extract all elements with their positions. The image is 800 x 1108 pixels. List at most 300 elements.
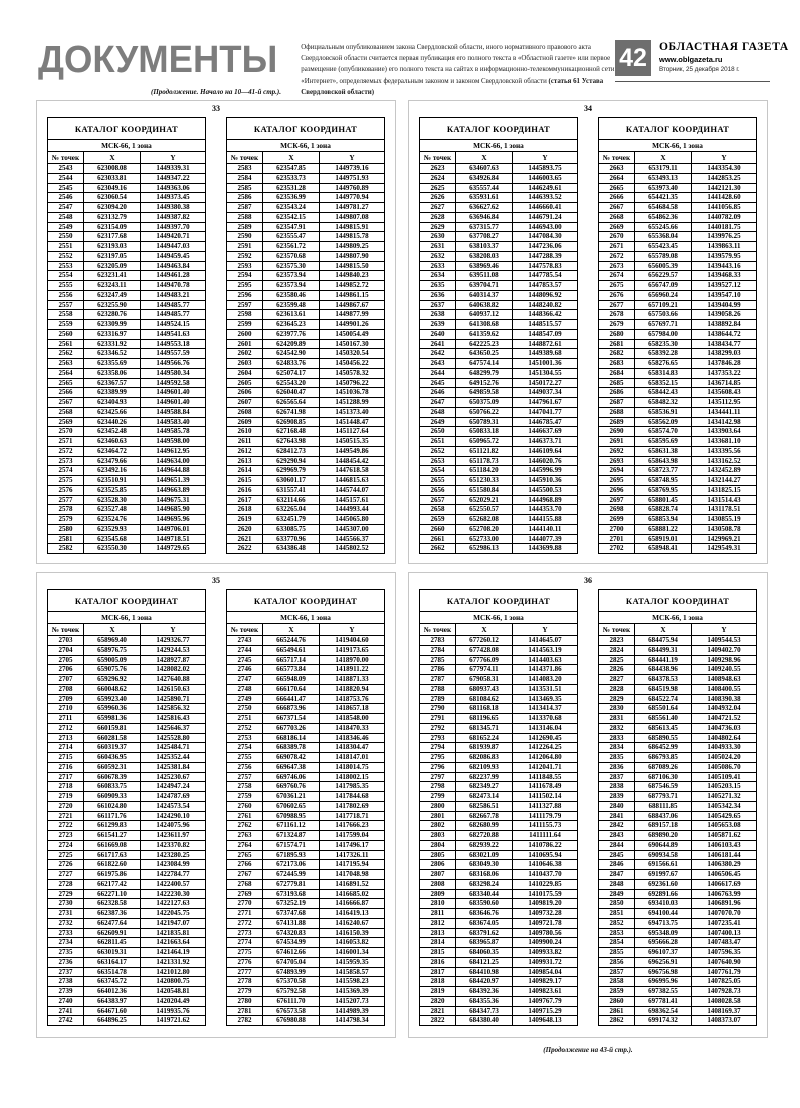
point-number: 2611: [227, 437, 263, 447]
table-row: [419, 368, 577, 378]
coord-y: 1421947.07: [140, 918, 205, 928]
coord-x: 623561.72: [263, 242, 320, 252]
coord-y: 1417195.94: [320, 860, 385, 870]
point-number: 2595: [227, 281, 263, 291]
table-row: [419, 505, 577, 515]
point-number: 2774: [227, 938, 263, 948]
point-number: 2768: [227, 879, 263, 889]
point-number: 2680: [599, 329, 635, 339]
section-number: 33: [212, 104, 220, 113]
point-number: 2706: [47, 665, 83, 675]
point-number: 2629: [419, 222, 455, 232]
point-number: 2607: [227, 398, 263, 408]
table-row: [227, 271, 385, 281]
coord-x: 680937.43: [455, 684, 512, 694]
coord-y: 1450515.35: [320, 437, 385, 447]
table-row: [47, 821, 205, 831]
table-row: [47, 987, 205, 997]
coord-x: 671324.87: [263, 831, 320, 841]
coord-y: 1449706.01: [140, 524, 205, 534]
coord-x: 626040.47: [263, 388, 320, 398]
coord-x: 674612.66: [263, 948, 320, 958]
point-number: 2623: [419, 164, 455, 174]
point-number: 2556: [47, 290, 83, 300]
coord-y: 1449852.72: [320, 281, 385, 291]
coord-x: 641308.68: [455, 320, 512, 330]
coord-x: 672173.06: [263, 860, 320, 870]
coord-y: 1418657.18: [320, 704, 385, 714]
table-row: [47, 485, 205, 495]
point-number: 2784: [419, 645, 455, 655]
table-row: [227, 339, 385, 349]
point-number: 2583: [227, 164, 263, 174]
table-row: [599, 339, 757, 349]
coord-y: 1417844.68: [320, 792, 385, 802]
coord-y: 1424947.24: [140, 782, 205, 792]
coord-y: 1416666.87: [320, 899, 385, 909]
point-number: 2729: [47, 889, 83, 899]
coord-y: 1406617.69: [692, 879, 757, 889]
coord-x: 661299.83: [83, 821, 140, 831]
coord-y: 1448515.57: [512, 320, 577, 330]
table-title: КАТАЛОГ КООРДИНАТ: [419, 118, 577, 140]
table-row: [227, 183, 385, 193]
coord-y: 1449663.89: [140, 485, 205, 495]
coord-x: 688437.06: [635, 811, 692, 821]
point-number: 2631: [419, 242, 455, 252]
table-row: [599, 534, 757, 544]
coord-y: 1445157.61: [320, 495, 385, 505]
coord-x: 686793.85: [635, 753, 692, 763]
coord-y: 1407070.70: [692, 909, 757, 919]
coord-x: 687089.26: [635, 762, 692, 772]
table-row: [227, 232, 385, 242]
coord-y: 1412264.25: [512, 743, 577, 753]
coord-y: 1415598.23: [320, 977, 385, 987]
table-row: [599, 1016, 757, 1026]
coord-y: 1449389.68: [512, 349, 577, 359]
table-row: [227, 349, 385, 359]
coord-x: 666170.64: [263, 684, 320, 694]
coord-x: 623205.09: [83, 261, 140, 271]
point-number: 2544: [47, 173, 83, 183]
point-number: 2677: [599, 300, 635, 310]
coord-y: 1424075.96: [140, 821, 205, 831]
point-number: 2669: [599, 222, 635, 232]
coord-x: 677974.11: [455, 665, 512, 675]
table-header: [47, 590, 205, 636]
coord-y: 1438299.03: [692, 349, 757, 359]
coord-y: 1438434.77: [692, 339, 757, 349]
coord-y: 1447236.06: [512, 242, 577, 252]
coord-y: 1449461.28: [140, 271, 205, 281]
table-row: [599, 407, 757, 417]
table-row: [599, 675, 757, 685]
point-number: 2841: [599, 811, 635, 821]
table-row: [227, 977, 385, 987]
point-number: 2847: [599, 870, 635, 880]
coord-x: 687106.30: [635, 772, 692, 782]
coord-x: 638103.37: [455, 242, 512, 252]
table-row: [47, 261, 205, 271]
coord-y: 1406763.99: [692, 889, 757, 899]
coord-y: 1407640.90: [692, 957, 757, 967]
point-number: 2757: [227, 772, 263, 782]
coord-y: 1424573.54: [140, 801, 205, 811]
coord-y: 1414371.86: [512, 665, 577, 675]
table-row: [47, 193, 205, 203]
table-row: [47, 918, 205, 928]
point-number: 2845: [599, 850, 635, 860]
point-number: 2837: [599, 772, 635, 782]
coord-y: 1449695.96: [140, 515, 205, 525]
coord-y: 1442121.30: [692, 183, 757, 193]
coord-x: 623231.41: [83, 271, 140, 281]
point-number: 2798: [419, 782, 455, 792]
point-number: 2755: [227, 753, 263, 763]
coord-x: 627168.48: [263, 427, 320, 437]
coord-x: 623533.73: [263, 173, 320, 183]
coord-x: 684378.53: [635, 675, 692, 685]
table-row: [47, 427, 205, 437]
coord-x: 658276.65: [635, 359, 692, 369]
point-number: 2581: [47, 534, 83, 544]
table-zone: МСК-66, 1 зона: [419, 140, 577, 152]
coord-x: 639511.08: [455, 271, 512, 281]
table-row: [419, 753, 577, 763]
point-number: 2819: [419, 987, 455, 997]
table-row: [599, 212, 757, 222]
coord-y: 1411502.14: [512, 792, 577, 802]
coord-y: 1447041.77: [512, 407, 577, 417]
coord-x: 657984.00: [635, 329, 692, 339]
coord-y: 1431178.51: [692, 505, 757, 515]
coord-y: 1439527.12: [692, 281, 757, 291]
coord-y: 1411327.88: [512, 801, 577, 811]
coord-x: 657109.21: [635, 300, 692, 310]
coord-x: 671161.12: [263, 821, 320, 831]
coord-y: 1447578.83: [512, 261, 577, 271]
coord-y: 1435608.43: [692, 388, 757, 398]
coord-y: 1449363.06: [140, 183, 205, 193]
table-row: [599, 879, 757, 889]
table-row: [419, 850, 577, 860]
coord-x: 661717.63: [83, 850, 140, 860]
point-number: 2714: [47, 743, 83, 753]
table-row: [599, 753, 757, 763]
coord-x: 662811.45: [83, 938, 140, 948]
point-number: 2792: [419, 723, 455, 733]
table-row: [227, 251, 385, 261]
coord-x: 692361.60: [635, 879, 692, 889]
tables-row: [409, 117, 767, 554]
coord-x: 664383.97: [83, 996, 140, 1006]
coord-y: 1432452.89: [692, 466, 757, 476]
point-number: 2567: [47, 398, 83, 408]
coord-y: 1449598.00: [140, 437, 205, 447]
coord-x: 657503.66: [635, 310, 692, 320]
coord-x: 658562.09: [635, 417, 692, 427]
point-number: 2671: [599, 242, 635, 252]
coord-x: 633085.75: [263, 524, 320, 534]
table-row: [47, 772, 205, 782]
coord-x: 696756.98: [635, 967, 692, 977]
coord-x: 639704.71: [455, 281, 512, 291]
coord-x: 683298.24: [455, 879, 512, 889]
table-row: [227, 329, 385, 339]
point-number: 2708: [47, 684, 83, 694]
point-number: 2578: [47, 505, 83, 515]
coord-x: 658748.95: [635, 476, 692, 486]
table-row: [599, 821, 757, 831]
table-row: [599, 870, 757, 880]
coord-y: 1449751.93: [320, 173, 385, 183]
table-row: [47, 811, 205, 821]
column-header: Y: [140, 624, 205, 636]
point-number: 2833: [599, 733, 635, 743]
table-row: [47, 957, 205, 967]
coord-x: 623528.30: [83, 495, 140, 505]
coord-y: 1449588.84: [140, 407, 205, 417]
coord-y: 1450167.30: [320, 339, 385, 349]
table-row: [419, 349, 577, 359]
point-number: 2637: [419, 300, 455, 310]
coord-y: 1407761.79: [692, 967, 757, 977]
point-number: 2588: [227, 212, 263, 222]
table-row: [599, 899, 757, 909]
table-row: [599, 222, 757, 232]
coord-y: 1417599.04: [320, 831, 385, 841]
coord-y: 1412064.80: [512, 753, 577, 763]
coord-x: 658392.28: [635, 349, 692, 359]
coord-y: 1409648.13: [512, 1016, 577, 1026]
table-row: [47, 310, 205, 320]
coord-x: 658828.74: [635, 505, 692, 515]
point-number: 2695: [599, 476, 635, 486]
point-number: 2568: [47, 407, 83, 417]
point-number: 2666: [599, 193, 635, 203]
coord-y: 1449877.99: [320, 310, 385, 320]
point-number: 2702: [599, 544, 635, 554]
table-row: [599, 290, 757, 300]
coord-y: 1449483.21: [140, 290, 205, 300]
coord-x: 623531.28: [263, 183, 320, 193]
legal-text-body: Официальным опубликованием закона Свердловской области, иного нормативного правового акта Свердловской области считается первая публикация его полного текста в «Областной газете» или первое размещение (опубликование) его полного текста на сайтах в информационно-телекоммуникационной сети «Интернет», определяемых федеральным законом и законом Свердловской области: [301, 44, 615, 85]
point-number: 2717: [47, 772, 83, 782]
table-row: [227, 466, 385, 476]
table-row: [599, 320, 757, 330]
coord-y: 1449815.78: [320, 232, 385, 242]
point-number: 2726: [47, 860, 83, 870]
coord-x: 624542.90: [263, 349, 320, 359]
point-number: 2843: [599, 831, 635, 841]
table-row: [227, 310, 385, 320]
coord-y: 1446785.47: [512, 417, 577, 427]
table-row: [47, 665, 205, 675]
point-number: 2766: [227, 860, 263, 870]
point-number: 2698: [599, 505, 635, 515]
coord-x: 623460.63: [83, 437, 140, 447]
column-header: X: [263, 152, 320, 164]
point-number: 2685: [599, 378, 635, 388]
coord-y: 1445307.00: [320, 524, 385, 534]
coord-y: 1416001.34: [320, 948, 385, 958]
coord-y: 1408169.37: [692, 1006, 757, 1016]
coord-x: 660281.58: [83, 733, 140, 743]
coord-y: 1446373.71: [512, 437, 577, 447]
coord-y: 1426150.63: [140, 684, 205, 694]
coord-y: 1446660.41: [512, 203, 577, 213]
coord-x: 623527.48: [83, 505, 140, 515]
coord-x: 677428.08: [455, 645, 512, 655]
table-row: [47, 378, 205, 388]
table-row: [47, 398, 205, 408]
point-number: 2742: [47, 1016, 83, 1026]
table-title: КАТАЛОГ КООРДИНАТ: [599, 118, 757, 140]
point-number: 2603: [227, 359, 263, 369]
table-row: [227, 222, 385, 232]
coord-x: 659960.36: [83, 704, 140, 714]
coord-x: 686452.99: [635, 743, 692, 753]
table-row: [227, 762, 385, 772]
column-header: X: [635, 624, 692, 636]
point-number: 2645: [419, 378, 455, 388]
point-number: 2812: [419, 918, 455, 928]
coord-y: 1440181.75: [692, 222, 757, 232]
point-number: 2826: [599, 665, 635, 675]
point-number: 2688: [599, 407, 635, 417]
table-row: [47, 505, 205, 515]
table-row: [47, 733, 205, 743]
newspaper-name: ОБЛАСТНАЯ ГАЗЕТА: [659, 41, 789, 53]
table-row: [227, 889, 385, 899]
table-row: [227, 987, 385, 997]
point-number: 2606: [227, 388, 263, 398]
coord-x: 623404.93: [83, 398, 140, 408]
coord-y: 1449387.82: [140, 212, 205, 222]
coord-x: 641359.62: [455, 329, 512, 339]
column-header: № точек: [599, 624, 635, 636]
coord-x: 658969.40: [83, 636, 140, 646]
coord-y: 1417985.35: [320, 782, 385, 792]
coord-y: 1416419.13: [320, 909, 385, 919]
coord-y: 1428927.87: [140, 655, 205, 665]
table-row: [47, 860, 205, 870]
point-number: 2597: [227, 300, 263, 310]
coord-x: 623132.79: [83, 212, 140, 222]
table-zone: МСК-66, 1 зона: [47, 140, 205, 152]
point-number: 2584: [227, 173, 263, 183]
table-row: [419, 242, 577, 252]
table-row: [419, 417, 577, 427]
table-row: [47, 675, 205, 685]
coord-x: 677260.12: [455, 636, 512, 646]
point-number: 2846: [599, 860, 635, 870]
point-number: 2558: [47, 310, 83, 320]
coord-x: 683049.30: [455, 860, 512, 870]
table-row: [47, 320, 205, 330]
table-row: [227, 636, 385, 646]
table-row: [599, 524, 757, 534]
table-row: [599, 811, 757, 821]
coord-x: 632114.66: [263, 495, 320, 505]
coord-y: 1441428.60: [692, 193, 757, 203]
table-row: [227, 290, 385, 300]
table-row: [599, 743, 757, 753]
point-number: 2806: [419, 860, 455, 870]
coord-y: 1446943.00: [512, 222, 577, 232]
table-row: [47, 329, 205, 339]
coord-y: 1414083.20: [512, 675, 577, 685]
table-row: [227, 281, 385, 291]
table-row: [419, 918, 577, 928]
coordinate-table: [419, 589, 578, 1026]
point-number: 2560: [47, 329, 83, 339]
table-row: [599, 840, 757, 850]
point-number: 2804: [419, 840, 455, 850]
coord-y: 1449541.63: [140, 329, 205, 339]
coord-x: 652986.13: [455, 544, 512, 554]
table-row: [599, 694, 757, 704]
coord-x: 682349.27: [455, 782, 512, 792]
coord-x: 662609.91: [83, 928, 140, 938]
table-row: [47, 203, 205, 213]
point-number: 2817: [419, 967, 455, 977]
point-number: 2663: [599, 164, 635, 174]
coord-y: 1430508.78: [692, 524, 757, 534]
coord-x: 674534.99: [263, 938, 320, 948]
table-row: [419, 164, 577, 174]
coord-y: 1404721.52: [692, 714, 757, 724]
point-number: 2589: [227, 222, 263, 232]
coord-x: 676980.88: [263, 1016, 320, 1026]
point-number: 2576: [47, 485, 83, 495]
coord-y: 1405109.41: [692, 772, 757, 782]
point-number: 2634: [419, 271, 455, 281]
newspaper-website[interactable]: www.oblgazeta.ru: [659, 55, 723, 64]
coord-x: 677766.09: [455, 655, 512, 665]
table-row: [419, 173, 577, 183]
coord-x: 699174.32: [635, 1016, 692, 1026]
table-row: [599, 987, 757, 997]
table-row: [419, 407, 577, 417]
coord-y: 1408028.58: [692, 996, 757, 1006]
coord-y: 1449644.88: [140, 466, 205, 476]
point-number: 2644: [419, 368, 455, 378]
table-row: [599, 310, 757, 320]
coord-x: 660319.37: [83, 743, 140, 753]
coord-x: 682667.78: [455, 811, 512, 821]
table-row: [599, 271, 757, 281]
point-number: 2617: [227, 495, 263, 505]
coord-y: 1449037.34: [512, 388, 577, 398]
point-number: 2612: [227, 446, 263, 456]
table-row: [47, 534, 205, 544]
table-row: [47, 407, 205, 417]
coord-y: 1427640.88: [140, 675, 205, 685]
point-number: 2830: [599, 704, 635, 714]
coord-x: 658643.98: [635, 456, 692, 466]
point-number: 2856: [599, 957, 635, 967]
coord-y: 1445893.75: [512, 164, 577, 174]
table-row: [227, 967, 385, 977]
point-number: 2635: [419, 281, 455, 291]
table-row: [47, 977, 205, 987]
table-row: [419, 723, 577, 733]
coord-x: 666873.96: [263, 704, 320, 714]
page-section-35: [36, 572, 396, 1038]
column-header: № точек: [227, 624, 263, 636]
